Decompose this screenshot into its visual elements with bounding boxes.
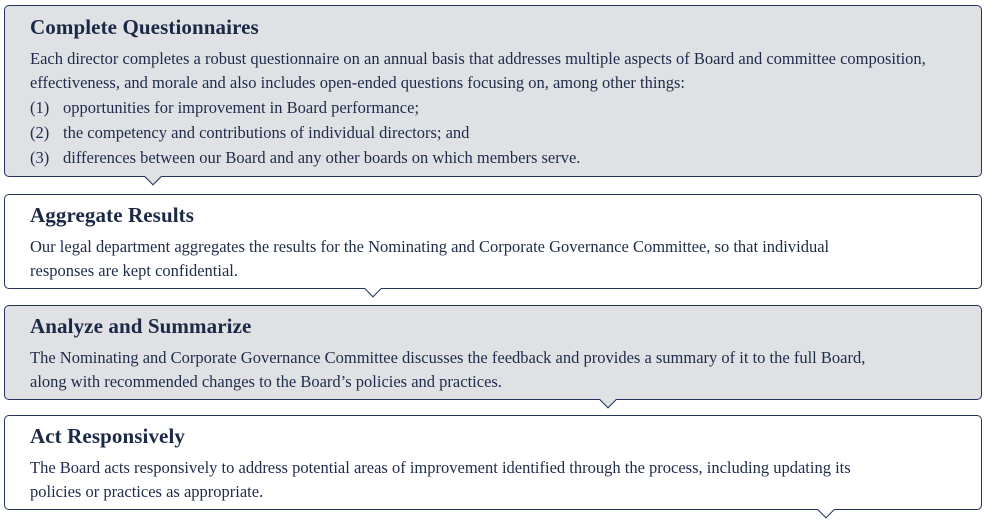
list-item-number: (1): [30, 98, 50, 117]
list-item: [30, 95, 955, 120]
pointer-arrow: [600, 392, 617, 409]
step-description: Each director completes a robust questionnaire on an annual basis that addresses multiple aspects of Board and committee composition, effectiveness, and morale and also includes open-ended questions focusing on, among other things:: [30, 49, 926, 92]
pointer-arrow: [145, 169, 162, 186]
step-description: The Nominating and Corporate Governance Committee discusses the feedback and provides a summary of it to the full Board, along with recommended changes to the Board’s policies and practices.: [30, 348, 866, 391]
list-item-text: differences between our Board and any other boards on which members serve.: [63, 148, 581, 167]
pointer-arrow: [818, 502, 835, 519]
step-aggregate-results: [4, 194, 982, 289]
step-title: Complete Questionnaires: [30, 15, 259, 39]
focus-list: [30, 95, 955, 170]
pointer-arrow: [365, 281, 382, 298]
step-description: Our legal department aggregates the results for the Nominating and Corporate Governance Committee, so that individual responses are kept confidential.: [30, 237, 830, 280]
step-title: Act Responsively: [30, 424, 186, 448]
step-description: The Board acts responsively to address potential areas of improvement identified through the process, including updating its policies or practices as appropriate.: [30, 458, 851, 501]
list-item-text: the competency and contributions of individual directors; and: [63, 123, 470, 142]
step-act-responsively: [4, 415, 982, 510]
step-title: Aggregate Results: [30, 203, 195, 227]
list-item: [30, 145, 955, 170]
list-item-number: (2): [30, 123, 50, 142]
list-item-number: (3): [30, 148, 50, 167]
list-item-text: opportunities for improvement in Board performance;: [63, 98, 420, 117]
list-item: [30, 120, 955, 145]
step-complete-questionnaires: [4, 5, 982, 177]
step-title: Analyze and Summarize: [30, 314, 252, 338]
step-analyze-and-summarize: [4, 305, 982, 400]
